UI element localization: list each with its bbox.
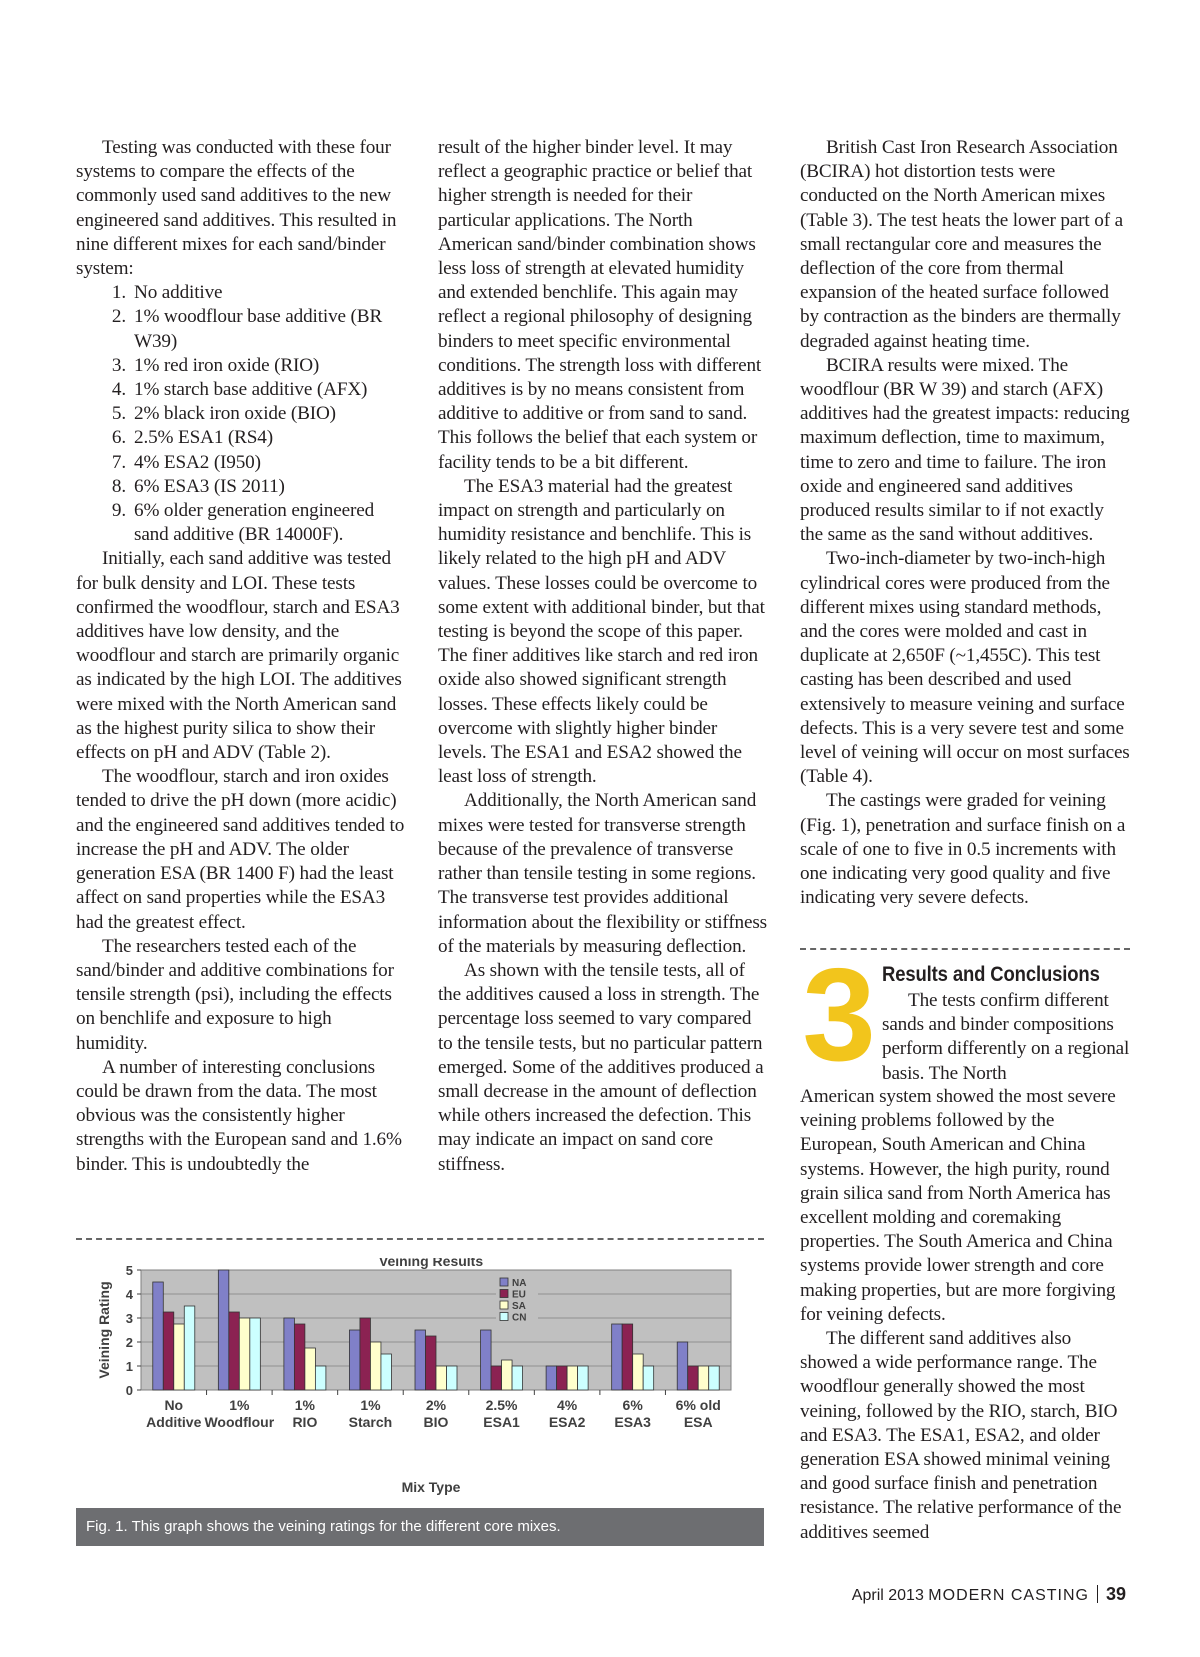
category-label: 1% (360, 1397, 381, 1413)
bar-cn (709, 1366, 720, 1390)
paragraph: The woodflour, starch and iron oxides tended to drive the pH down (more acidic) and the engineered sand additives tended to increase the pH and ADV. The older generation ESA (BR 1400 F) had the least affect on sand properties while the ESA3 had the greatest effect. (76, 766, 405, 933)
bar-cn (578, 1366, 589, 1390)
paragraph: The castings were graded for veining (Fig. 1), penetration and surface finish on a scale of one to five in 0.5 increments with one indicating very good quality and five indicating very severe defects. (800, 790, 1126, 909)
bar-na (218, 1270, 229, 1390)
bar-cn (512, 1366, 523, 1390)
category-label: ESA (683, 1414, 713, 1430)
text-column-3 (800, 136, 1130, 911)
bar-cn (250, 1318, 260, 1390)
mix-list (76, 281, 406, 547)
bar-cn (381, 1354, 392, 1390)
bar-eu (557, 1366, 568, 1390)
magazine-name: MODERN CASTING (928, 1587, 1089, 1604)
bar-eu (229, 1312, 240, 1390)
category-label: Woodflour (204, 1414, 275, 1430)
list-item: 2. 1% woodflour base additive (BR W39) (111, 306, 383, 352)
bar-sa (305, 1348, 316, 1390)
list-item: 3. 1% red iron oxide (RIO) (111, 354, 320, 376)
bar-eu (294, 1324, 305, 1390)
page-number: 39 (1105, 1584, 1126, 1604)
paragraph: Initially, each sand additive was tested for bulk density and LOI. These tests confirmed the woodflour, starch and ESA3 additives have low density, and the woodflour and starch are primarily organic as indicated by the high LOI. The additives were mixed with the North American sand as the highest purity silica to show their effects on pH and ADV (Table 2). (76, 548, 402, 764)
paragraph: The different sand additives also showed a wide performance range. The woodflour generally showed the most veining, followed by the RIO, starch, BIO and ESA3. The ESA1, ESA2, and older generation ESA showed minimal veining and good surface finish and penetration resistance. The relative performance of the additives seemed (800, 1328, 1122, 1543)
list-item: 9. 6% older generation engineered sand additive (BR 14000F). (111, 500, 375, 546)
category-label: RIO (292, 1414, 318, 1430)
bar-eu (360, 1318, 371, 1390)
list-item: 7. 4% ESA2 (I950) (111, 451, 261, 473)
bar-na (612, 1324, 623, 1390)
paragraph: BCIRA results were mixed. The woodflour (BR W 39) and starch (AFX) additives had the greatest impacts: reducing maximum deflection, time to maximum, time to zero and time to failure. The iron oxide and engineered sand additives produced results similar to if not exactly the same as the sand without additives. (800, 354, 1130, 546)
category-label: 2% (425, 1397, 447, 1413)
bar-sa (239, 1318, 250, 1390)
bar-cn (643, 1366, 654, 1390)
text-column-2 (438, 136, 768, 1177)
bar-eu (163, 1312, 174, 1390)
bar-na (349, 1330, 360, 1390)
bar-eu (491, 1366, 502, 1390)
bar-na (546, 1366, 557, 1390)
bar-cn (184, 1306, 195, 1390)
figure (76, 1258, 764, 1544)
tick-labels (126, 1263, 141, 1398)
category-label: Additive (146, 1414, 202, 1430)
bar-na (481, 1330, 492, 1390)
category-label: No (164, 1397, 184, 1413)
paragraph: Additionally, the North American sand mixes were tested for transverse strength because of the prevalence of transverse rather than tensile testing in some regions. The transverse test provides additional information about the flexibility or stiffness of the materials by measuring deflection. (438, 790, 768, 957)
section-number: 3 (802, 941, 876, 1088)
legend (496, 1275, 538, 1327)
bar-eu (688, 1366, 699, 1390)
legend-label: NA (512, 1278, 527, 1289)
page-footer (852, 1584, 1126, 1605)
wrapped-text (882, 989, 1130, 1086)
footer-separator (1097, 1585, 1098, 1603)
list-item: 1. No additive (111, 282, 223, 304)
bar-na (153, 1282, 164, 1390)
paragraph: British Cast Iron Research Association (BCIRA) hot distortion tests were conducted on the North American mixes (Table 3). The test heats the lower part of a small rectangular core and measures the deflection of the core from thermal expansion of the heated surface followed by contraction as the binders are thermally degraded against heating time. (800, 137, 1123, 352)
category-label: 6% old (675, 1397, 721, 1413)
list-item: 4. 1% starch base additive (AFX) (111, 379, 368, 401)
bar-na (284, 1318, 295, 1390)
legend-label: CN (512, 1312, 527, 1324)
category-label: 4% (556, 1397, 578, 1413)
bar-sa (698, 1366, 709, 1390)
bar-sa (436, 1366, 447, 1390)
y-tick-label: 5 (125, 1263, 133, 1278)
bar-eu (622, 1324, 633, 1390)
legend-label: EU (512, 1289, 526, 1301)
bar-cn (447, 1366, 458, 1390)
y-tick-label: 0 (125, 1383, 133, 1398)
y-axis-label: Veining Rating (96, 1281, 112, 1379)
divider (76, 1238, 764, 1240)
bar-sa (174, 1324, 185, 1390)
legend-swatch (500, 1313, 508, 1321)
bar-na (677, 1342, 688, 1390)
category-label: 6% (622, 1397, 643, 1413)
paragraph: Two-inch-diameter by two-inch-high cylindrical cores were produced from the different mixes using standard methods, and the cores were molded and cast in duplicate at 2,650F (~1,455C). This test casting has been described and used extensively to measure veining and surface defects. This is a very severe test and some level of veining will occur on most surfaces (Table 4). (800, 548, 1130, 788)
category-labels (146, 1390, 721, 1430)
legend-swatch (500, 1301, 508, 1309)
text-column-1 (76, 136, 406, 1177)
paragraph: A number of interesting conclusions could be drawn from the data. The most obvious was the consistently higher strengths with the European sand and 1.6% binder. This is undoubtedly the (76, 1056, 402, 1175)
bar-sa (633, 1354, 644, 1390)
paragraph: The ESA3 material had the greatest impact on strength and particularly on humidity resistance and benchlife. This is likely related to the high pH and ADV values. These losses could be overcome to some extent with additional binder, but that testing is beyond the scope of this paper. The finer additives like starch and red iron oxide also showed significant strength losses. These effects likely could be overcome with slightly higher binder levels. The ESA1 and ESA2 showed the least loss of strength. (438, 475, 765, 788)
y-tick-label: 3 (125, 1311, 133, 1326)
paragraph: The tests confirm different sands and binder compositions perform differently on a regional basis. The North (882, 990, 1130, 1084)
paragraph: Testing was conducted with these four systems to compare the effects of the commonly used sand additives to the new engineered sand additives. This resulted in nine different mixes for each sand/binder system: (76, 137, 397, 280)
list-item: 6. 2.5% ESA1 (RS4) (111, 427, 273, 449)
category-label: BIO (423, 1414, 449, 1430)
paragraph: result of the higher binder level. It may reflect a geographic practice or belief that higher strength is needed for their particular applications. The North American sand/binder combination shows less loss of strength at elevated humidity and extended benchlife. This again may reflect a regional philosophy of designing binders to meet specific environmental conditions. The strength loss with different additives is by no means consistent from additive to additive or from sand to sand. This follows the belief that each system or facility tends to be a bit different. (438, 137, 762, 473)
category-label: 1% (294, 1397, 316, 1413)
legend-label: SA (512, 1301, 526, 1312)
bar-sa (502, 1360, 513, 1390)
category-label: 2.5% (485, 1397, 518, 1413)
legend-swatch (500, 1278, 508, 1286)
y-tick-label: 2 (125, 1335, 133, 1350)
bar-sa (370, 1342, 381, 1390)
bar-eu (426, 1336, 437, 1390)
paragraph: As shown with the tensile tests, all of the additives caused a loss in strength. The percentage loss seemed to vary compared to the tensile tests, but no particular pattern emerged. Some of the additives produced a small decrease in the amount of deflection while others increased the defection. This may indicate an impact on sand core stiffness. (438, 959, 764, 1175)
x-axis-label: Mix Type (401, 1479, 461, 1495)
figure-caption: Fig. 1. This graph shows the veining ratings for the different core mixes. (76, 1508, 764, 1546)
paragraph: American system showed the most severe veining problems followed by the European, South American and China systems. However, the high purity, round grain silica sand from North America has excellent molding and coremaking properties. The South America and China systems provide lower strength and core making properties, but are more forgiving for veining defects. (800, 1086, 1116, 1325)
y-tick-label: 4 (125, 1287, 133, 1302)
bar-na (415, 1330, 426, 1390)
category-label: ESA2 (548, 1414, 586, 1430)
issue-date: April 2013 (851, 1587, 924, 1604)
category-label: ESA1 (483, 1414, 520, 1430)
category-label: 1% (229, 1397, 250, 1413)
bar-sa (567, 1366, 578, 1390)
section-heading: Results and Conclusions (882, 963, 1100, 986)
list-item: 5. 2% black iron oxide (BIO) (111, 403, 336, 425)
legend-swatch (500, 1290, 508, 1298)
bar-cn (315, 1366, 326, 1390)
y-tick-label: 1 (125, 1359, 133, 1374)
veining-chart (76, 1258, 764, 1508)
category-label: ESA3 (614, 1414, 651, 1430)
section-body (800, 1085, 1130, 1545)
list-item: 8. 6% ESA3 (IS 2011) (111, 475, 285, 497)
category-label: Starch (348, 1414, 393, 1430)
paragraph: The researchers tested each of the sand/binder and additive combinations for tensile strength (psi), including the effects on benchlife and exposure to high humidity. (76, 935, 394, 1054)
chart-title: Veining Results (378, 1258, 484, 1269)
